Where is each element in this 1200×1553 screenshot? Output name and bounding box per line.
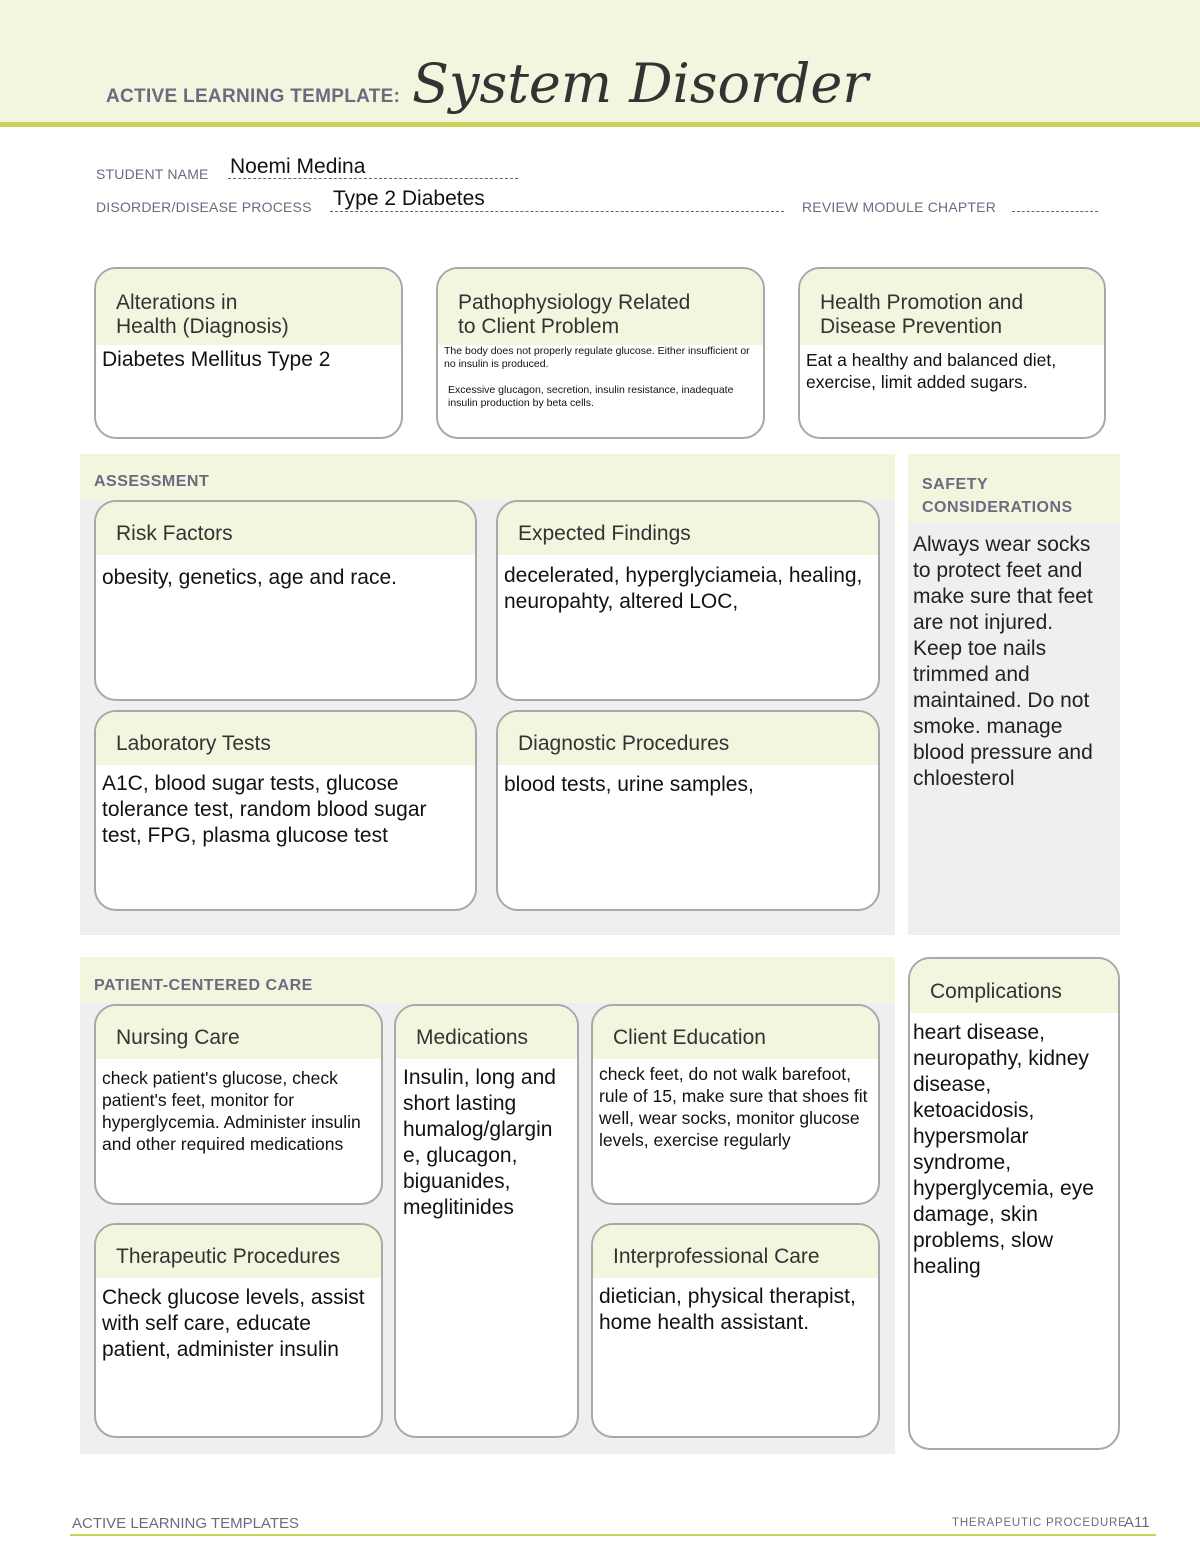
health-promotion-box bbox=[798, 267, 1106, 439]
risk-factors-box bbox=[94, 500, 477, 701]
medications-box bbox=[394, 1004, 579, 1438]
expected-findings-box bbox=[496, 500, 880, 701]
footer-left: ACTIVE LEARNING TEMPLATES bbox=[72, 1515, 299, 1532]
laboratory-tests-title: Laboratory Tests bbox=[96, 712, 475, 765]
therapeutic-procedures-box bbox=[94, 1223, 383, 1438]
alterations-title-line2: Health (Diagnosis) bbox=[116, 315, 289, 338]
alterations-box bbox=[94, 267, 403, 439]
health-promotion-header bbox=[800, 269, 1104, 345]
health-promotion-title-line2: Disease Prevention bbox=[820, 315, 1003, 338]
risk-factors-content[interactable]: obesity, genetics, age and race. bbox=[102, 566, 397, 589]
assessment-title: ASSESSMENT bbox=[94, 473, 210, 490]
diagnostic-procedures-title: Diagnostic Procedures bbox=[498, 712, 878, 765]
pathophysiology-paragraph-1: The body does not properly regulate glucose. Either insufficient or no insulin is produced. bbox=[444, 345, 750, 370]
student-name-value[interactable]: Noemi Medina bbox=[230, 155, 366, 178]
diagnostic-procedures-content[interactable]: blood tests, urine samples, bbox=[504, 773, 754, 796]
diagnostic-procedures-box bbox=[496, 710, 880, 911]
footer-rule bbox=[70, 1534, 1156, 1536]
medications-title: Medications bbox=[396, 1006, 577, 1059]
patient-care-title: PATIENT-CENTERED CARE bbox=[94, 977, 313, 994]
pathophysiology-title-line2: to Client Problem bbox=[458, 315, 620, 338]
expected-findings-title: Expected Findings bbox=[498, 502, 878, 555]
student-name-label: STUDENT NAME bbox=[96, 166, 209, 182]
pathophysiology-paragraph-2: Excessive glucagon, secretion, insulin resistance, inadequate insulin production by beta cells. bbox=[448, 384, 734, 409]
template-label: ACTIVE LEARNING TEMPLATE: bbox=[106, 86, 401, 107]
safety-content[interactable]: Always wear socks to protect feet and make sure that feet are not injured. Keep toe nails trimmed and maintained. Do not smoke. manage blood pressure and chloesterol bbox=[913, 533, 1093, 790]
client-education-content[interactable]: check feet, do not walk barefoot, rule of 15, make sure that shoes fit well, wear socks, monitor glucose levels, exercise regularly bbox=[599, 1064, 868, 1150]
disorder-label: DISORDER/DISEASE PROCESS bbox=[96, 199, 312, 215]
alterations-title-line1: Alterations in bbox=[116, 291, 238, 314]
nursing-care-box bbox=[94, 1004, 383, 1205]
medications-content[interactable]: Insulin, long and short lasting humalog/glargin e, glucagon, biguanides, meglitinides bbox=[403, 1066, 556, 1219]
complications-content[interactable]: heart disease, neuropathy, kidney disease, ketoacidosis, hypersmolar syndrome, hyperglycemia, eye damage, skin problems, slow healing bbox=[913, 1021, 1094, 1278]
laboratory-tests-content[interactable]: A1C, blood sugar tests, glucose tolerance test, random blood sugar test, FPG, plasma glucose test bbox=[102, 772, 427, 847]
interprofessional-care-box bbox=[591, 1223, 880, 1438]
health-promotion-content[interactable]: Eat a healthy and balanced diet, exercise, limit added sugars. bbox=[806, 350, 1057, 392]
pathophysiology-box bbox=[436, 267, 765, 439]
pathophysiology-title-line1: Pathophysiology Related bbox=[458, 291, 691, 314]
risk-factors-title: Risk Factors bbox=[96, 502, 475, 555]
page-title: System Disorder bbox=[412, 52, 869, 115]
nursing-care-content[interactable]: check patient's glucose, check patient's feet, monitor for hyperglycemia. Administer insulin and other required medications bbox=[102, 1068, 361, 1154]
alterations-header bbox=[96, 269, 401, 345]
client-education-title: Client Education bbox=[593, 1006, 878, 1059]
alterations-content[interactable]: Diabetes Mellitus Type 2 bbox=[102, 348, 331, 371]
therapeutic-procedures-content[interactable]: Check glucose levels, assist with self care, educate patient, administer insulin bbox=[102, 1286, 365, 1361]
interprofessional-care-content[interactable]: dietician, physical therapist, home health assistant. bbox=[599, 1285, 856, 1334]
nursing-care-title: Nursing Care bbox=[96, 1006, 381, 1059]
pathophysiology-content[interactable] bbox=[438, 345, 763, 410]
review-module-label: REVIEW MODULE CHAPTER bbox=[802, 199, 996, 215]
footer-right: THERAPEUTIC PROCEDURE bbox=[952, 1517, 1127, 1529]
therapeutic-procedures-title: Therapeutic Procedures bbox=[96, 1225, 381, 1278]
footer-page-number: A11 bbox=[1124, 1514, 1150, 1531]
health-promotion-title-line1: Health Promotion and bbox=[820, 291, 1024, 314]
disorder-line bbox=[330, 211, 784, 212]
header-rule bbox=[0, 122, 1200, 127]
disorder-value[interactable]: Type 2 Diabetes bbox=[333, 187, 485, 210]
complications-box bbox=[908, 957, 1120, 1450]
review-module-line bbox=[1012, 211, 1098, 212]
interprofessional-care-title: Interprofessional Care bbox=[593, 1225, 878, 1278]
client-education-box bbox=[591, 1004, 880, 1205]
safety-title bbox=[922, 473, 1073, 519]
safety-title-line2: CONSIDERATIONS bbox=[922, 499, 1073, 516]
expected-findings-content[interactable]: decelerated, hyperglyciameia, healing, neuropahty, altered LOC, bbox=[504, 564, 863, 613]
safety-title-line1: SAFETY bbox=[922, 476, 989, 493]
pathophysiology-header bbox=[438, 269, 763, 345]
laboratory-tests-box bbox=[94, 710, 477, 911]
complications-title: Complications bbox=[910, 959, 1118, 1013]
